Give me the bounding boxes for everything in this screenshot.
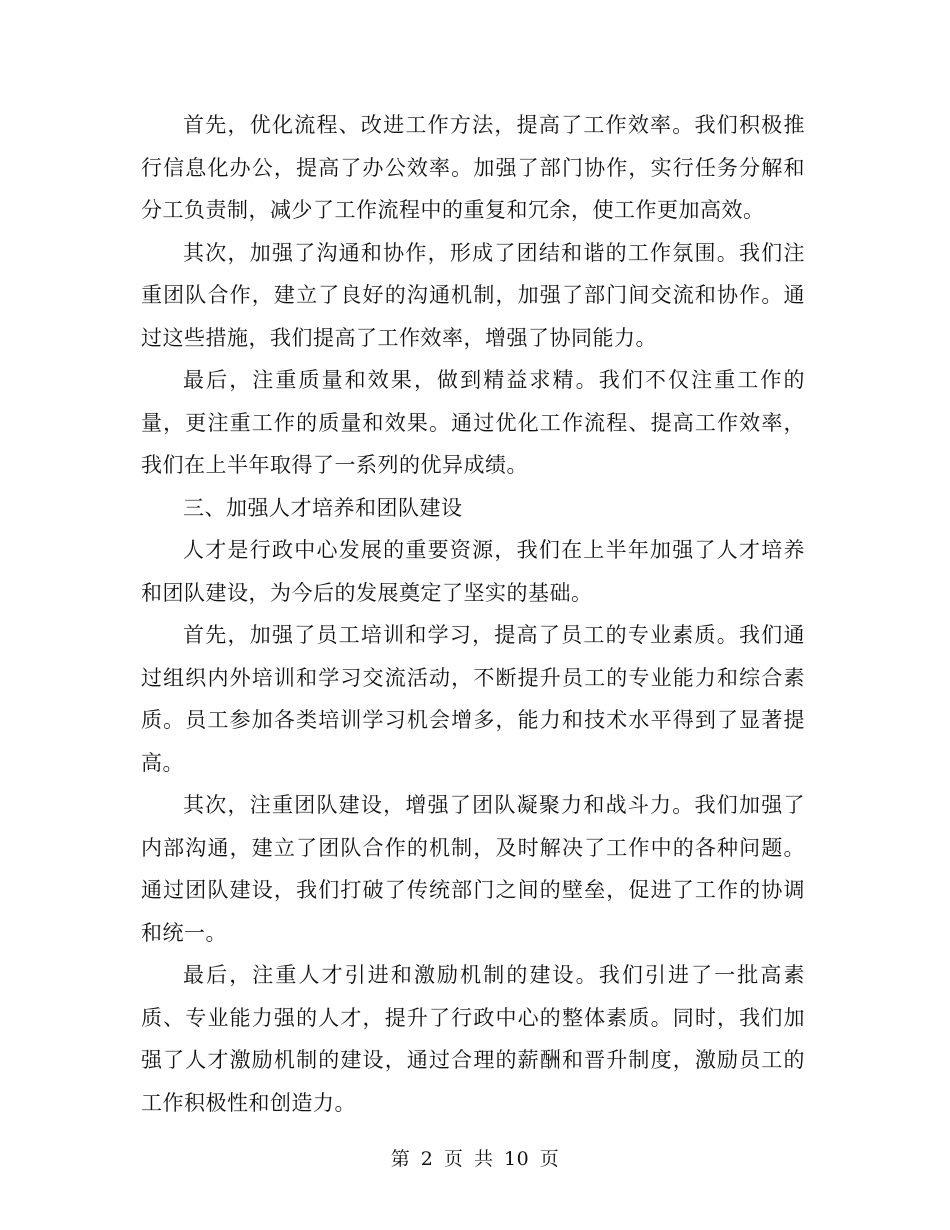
paragraph-2: 其次，加强了沟通和协作，形成了团结和谐的工作氛围。我们注重团队合作，建立了良好的沟通机制，加强了部门间交流和协作。通过这些措施，我们提高了工作效率，增强了协同能力。 [141, 240, 805, 350]
page-number-footer: 第 2 页 共 10 页 [390, 1148, 560, 1170]
section-heading: 三、加强人才培养和团队建设 [183, 495, 463, 520]
paragraph-3: 最后，注重质量和效果，做到精益求精。我们不仅注重工作的量，更注重工作的质量和效果。通过优化工作流程、提高工作效率，我们在上半年取得了一系列的优异成绩。 [141, 368, 805, 477]
paragraph-7: 最后，注重人才引进和激励机制的建设。我们引进了一批高素质、专业能力强的人才，提升了行政中心的整体素质。同时，我们加强了人才激励机制的建设，通过合理的薪酬和晋升制度，激励员工的工作积极性和创造力。 [141, 963, 805, 1115]
document-body [141, 104, 805, 1124]
paragraph-5: 首先，加强了员工培训和学习，提高了员工的专业素质。我们通过组织内外培训和学习交流活动，不断提升员工的专业能力和综合素质。员工参加各类培训学习机会增多，能力和技术水平得到了显著提高。 [141, 623, 805, 775]
paragraph-4: 人才是行政中心发展的重要资源，我们在上半年加强了人才培养和团队建设，为今后的发展奠定了坚实的基础。 [141, 538, 805, 605]
paragraph-6: 其次，注重团队建设，增强了团队凝聚力和战斗力。我们加强了内部沟通，建立了团队合作的机制，及时解决了工作中的各种问题。通过团队建设，我们打破了传统部门之间的壁垒，促进了工作的协调和统一。 [141, 793, 805, 945]
paragraph-1: 首先，优化流程、改进工作方法，提高了工作效率。我们积极推行信息化办公，提高了办公效率。加强了部门协作，实行任务分解和分工负责制，减少了工作流程中的重复和冗余，使工作更加高效。 [141, 113, 805, 222]
